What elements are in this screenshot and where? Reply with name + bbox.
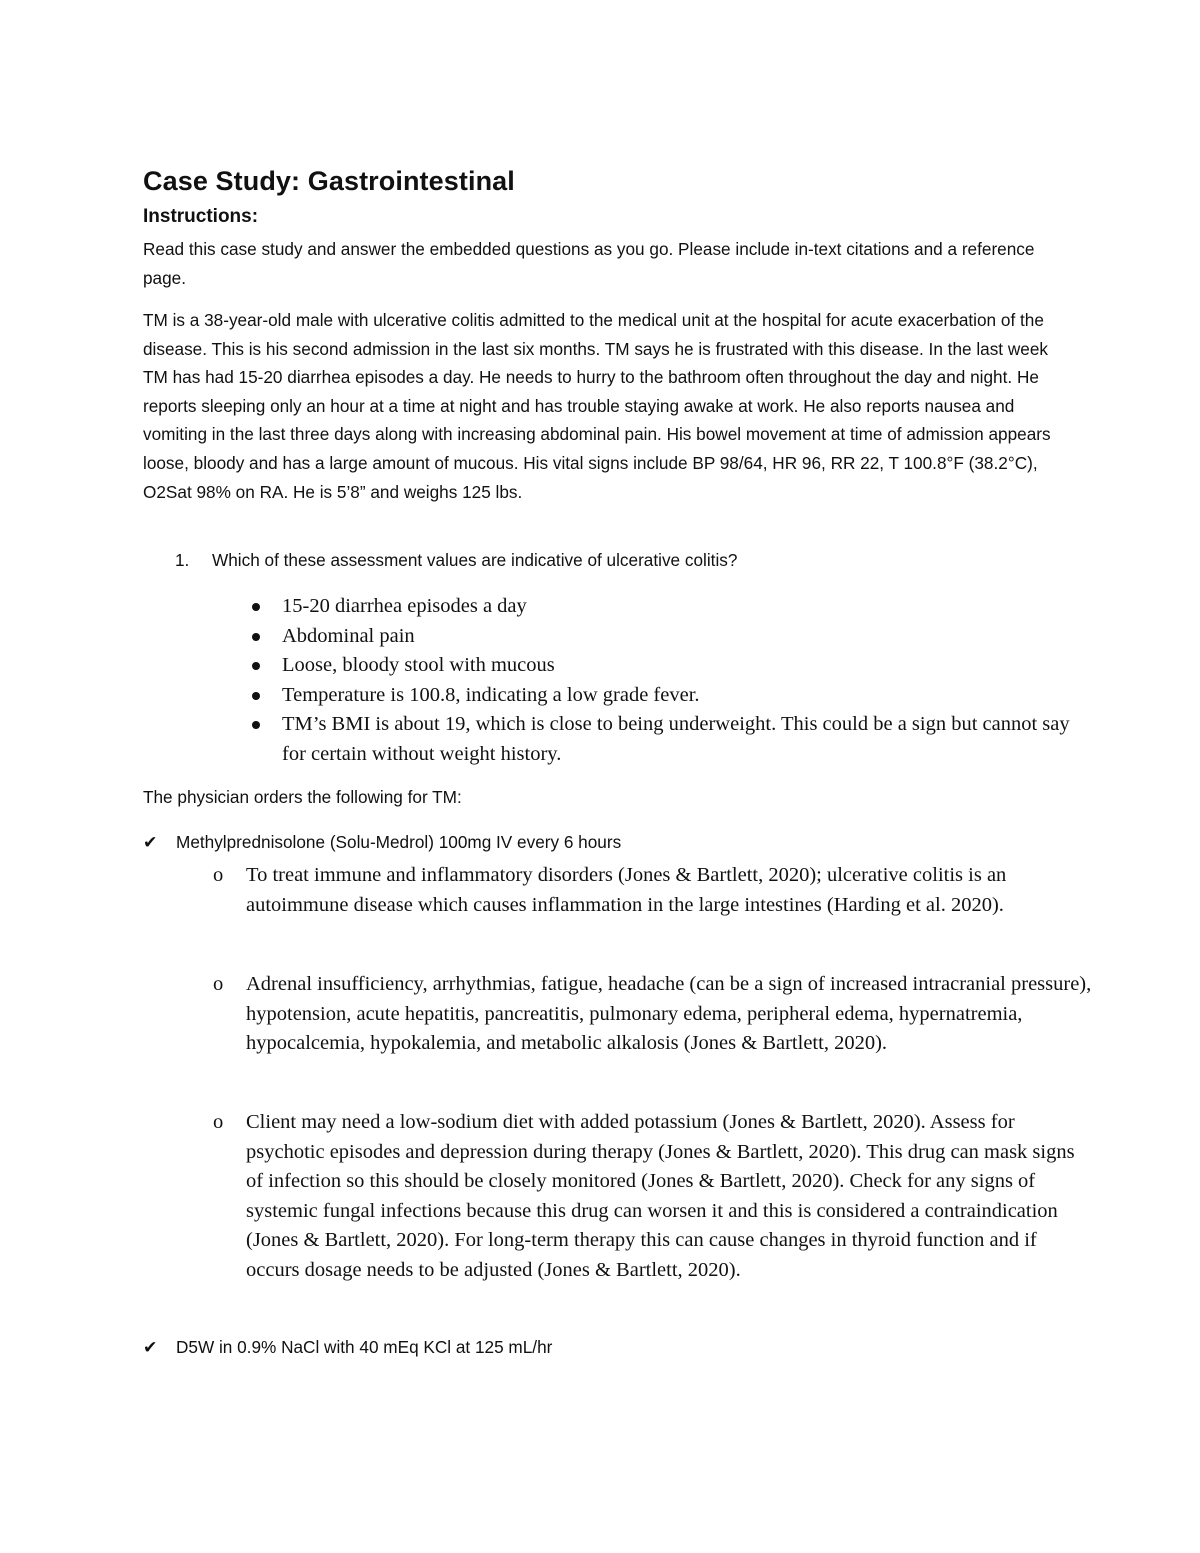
order-notes	[213, 970, 1093, 1059]
bullet-icon	[252, 692, 260, 700]
order-item	[143, 1337, 552, 1358]
circle-bullet-icon: o	[213, 864, 224, 886]
circle-bullet-icon: o	[213, 973, 224, 995]
question-text: Which of these assessment values are indicative of ulcerative colitis?	[212, 550, 738, 570]
bullet-icon	[252, 633, 260, 641]
instructions-heading: Instructions:	[143, 206, 259, 227]
order-notes	[213, 1108, 1093, 1286]
bullet-icon	[252, 662, 260, 670]
order-label: D5W in 0.9% NaCl with 40 mEq KCl at 125 mL/hr	[176, 1337, 553, 1357]
order-item	[143, 832, 621, 853]
order-label: Methylprednisolone (Solu-Medrol) 100mg IV every 6 hours	[176, 832, 622, 852]
list-item: o Client may need a low-sodium diet with added potassium (Jones & Bartlett, 2020). Assess for psychotic episodes and depression during therapy (Jones & Bartlett, 2020). This drug can mask signs of infection so this should be closely monitored (Jones & Bartlett, 2020). Check for any signs of systemic fungal infections because this drug can worsen it and this is considered a contraindication (Jones & Bartlett, 2020). For long-term therapy this can cause changes in thyroid function and if occurs dosage needs to be adjusted (Jones & Bartlett, 2020).	[213, 1108, 1093, 1286]
checkmark-icon: ✔	[143, 1337, 158, 1357]
checkmark-icon: ✔	[143, 832, 158, 852]
list-item: 15-20 diarrhea episodes a day	[248, 592, 1098, 622]
order-notes	[213, 861, 1093, 920]
page-title: Case Study: Gastrointestinal	[143, 166, 515, 196]
question-number: 1.	[175, 550, 190, 570]
bullet-icon	[252, 721, 260, 729]
list-item: Abdominal pain	[248, 622, 1098, 652]
orders-intro: The physician orders the following for TM:	[143, 787, 462, 807]
case-paragraph: TM is a 38-year-old male with ulcerative colitis admitted to the medical unit at the hospital for acute exacerbation of the disease. This is his second admission in the last six months. TM says he is frustrated with this disease. In the last week TM has had 15-20 diarrhea episodes a day. He needs to hurry to the bathroom often throughout the day and night. He reports sleeping only an hour at a time at night and has trouble staying awake at work. He also reports nausea and vomiting in the last three days along with increasing abdominal pain. His bowel movement at time of admission appears loose, bloody and has a large amount of mucous. His vital signs include BP 98/64, HR 96, RR 22, T 100.8°F (38.2°C), O2Sat 98% on RA. He is 5’8” and weighs 125 lbs.	[143, 310, 1051, 502]
list-item: o Adrenal insufficiency, arrhythmias, fatigue, headache (can be a sign of increased intracranial pressure), hypotension, acute hepatitis, pancreatitis, pulmonary edema, peripheral edema, hypernatremia, hypocalcemia, hypokalemia, and metabolic alkalosis (Jones & Bartlett, 2020).	[213, 970, 1093, 1059]
list-item: TM’s BMI is about 19, which is close to being underweight. This could be a sign but cannot say for certain without weight history.	[248, 710, 1098, 769]
list-item: o To treat immune and inflammatory disorders (Jones & Bartlett, 2020); ulcerative colitis is an autoimmune disease which causes inflammation in the large intestines (Harding et al. 2020).	[213, 861, 1093, 920]
list-item: Temperature is 100.8, indicating a low grade fever.	[248, 681, 1098, 711]
instructions-text: Read this case study and answer the embedded questions as you go. Please include in-text citations and a reference page.	[143, 239, 1035, 288]
answer-list	[248, 592, 1098, 769]
list-item: Loose, bloody stool with mucous	[248, 651, 1098, 681]
question-1	[175, 550, 737, 571]
circle-bullet-icon: o	[213, 1111, 224, 1133]
bullet-icon	[252, 603, 260, 611]
